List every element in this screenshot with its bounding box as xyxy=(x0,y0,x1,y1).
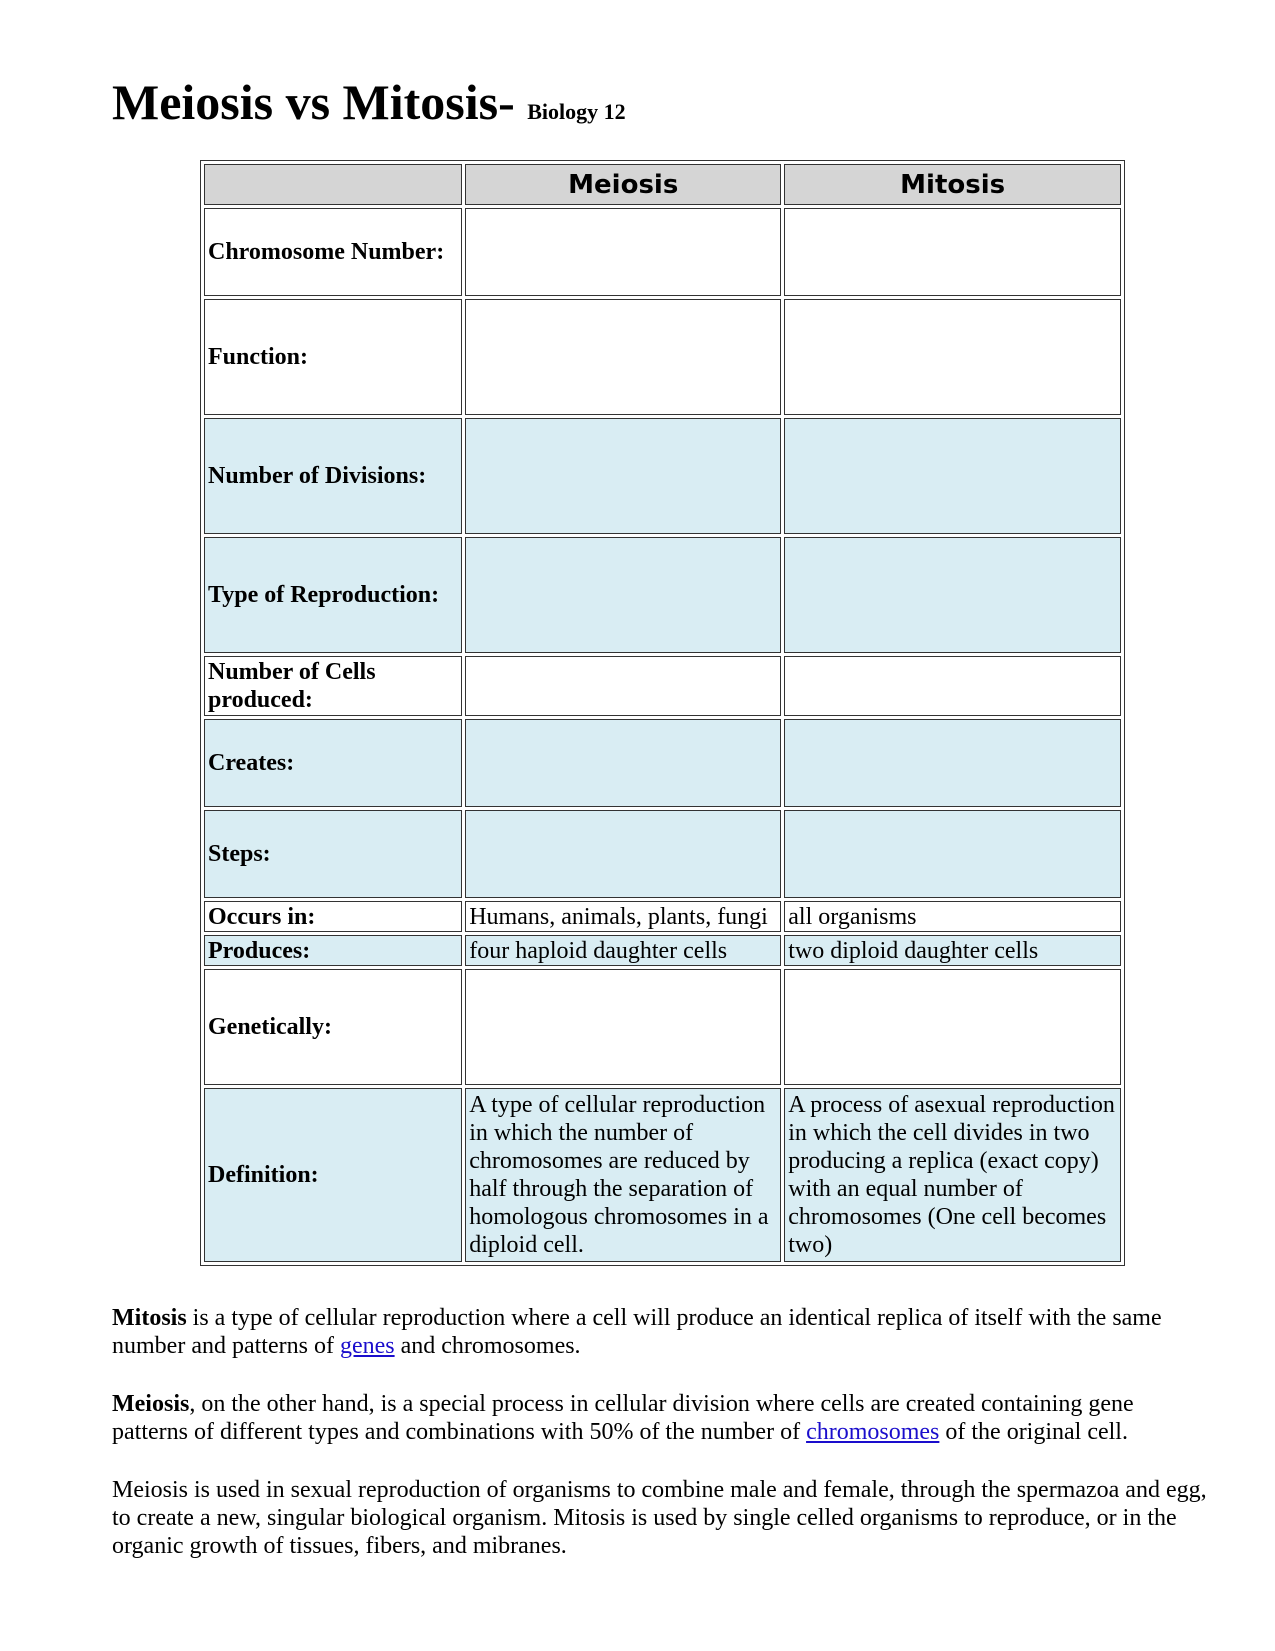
meiosis-term: Meiosis xyxy=(112,1391,190,1417)
meiosis-cell xyxy=(465,537,781,653)
usage-paragraph: Meiosis is used in sexual reproduction of organisms to combine male and female, through the spermazoa and egg, to create a new, singular biological organism. Mitosis is used by single celled organisms to reproduce, or in the organic growth of tissues, fibers, and mibranes. xyxy=(112,1477,1207,1559)
table-row-genetically xyxy=(204,969,1121,1085)
row-label: Chromosome Number: xyxy=(204,208,462,296)
paragraph-text: and chromosomes. xyxy=(394,1333,581,1359)
table-row-occurs-in xyxy=(204,901,1121,932)
meiosis-cell xyxy=(465,418,781,534)
table-row-number-of-cells xyxy=(204,656,1121,716)
mitosis-cell xyxy=(784,418,1121,534)
mitosis-paragraph xyxy=(112,1304,1207,1360)
mitosis-cell xyxy=(784,537,1121,653)
row-label: Creates: xyxy=(204,719,462,807)
meiosis-cell: Humans, animals, plants, fungi xyxy=(465,901,781,932)
table-row-creates xyxy=(204,719,1121,807)
genes-link[interactable]: genes xyxy=(339,1333,395,1359)
mitosis-cell xyxy=(784,969,1121,1085)
row-label: Number of Divisions: xyxy=(204,418,462,534)
meiosis-cell xyxy=(465,299,781,415)
row-label: Type of Reproduction: xyxy=(204,537,462,653)
mitosis-cell xyxy=(784,719,1121,807)
meiosis-paragraph xyxy=(112,1390,1207,1446)
meiosis-cell xyxy=(465,208,781,296)
header-empty-cell xyxy=(204,164,462,205)
table-header-row xyxy=(204,164,1121,205)
header-mitosis: Mitosis xyxy=(784,164,1121,205)
mitosis-term: Mitosis xyxy=(112,1305,187,1331)
row-label: Occurs in: xyxy=(204,901,462,932)
row-label: Definition: xyxy=(204,1088,462,1262)
row-label: Produces: xyxy=(204,935,462,966)
row-label: Function: xyxy=(204,299,462,415)
meiosis-cell: A type of cellular reproduction in which the number of chromosomes are reduced by half through the separation of homologous chromosomes in a diploid cell. xyxy=(465,1088,781,1262)
comparison-table xyxy=(200,160,1125,1266)
table-row-steps xyxy=(204,810,1121,898)
paragraph-text: of the original cell. xyxy=(939,1419,1128,1445)
table-row-function xyxy=(204,299,1121,415)
mitosis-cell xyxy=(784,208,1121,296)
table-row-produces xyxy=(204,935,1121,966)
table-row-number-of-divisions xyxy=(204,418,1121,534)
mitosis-cell xyxy=(784,810,1121,898)
meiosis-cell xyxy=(465,810,781,898)
header-meiosis: Meiosis xyxy=(465,164,781,205)
meiosis-cell xyxy=(465,719,781,807)
paragraph-text: is a type of cellular reproduction where a cell will produce an identical replica of itself with the same number and patterns of xyxy=(112,1305,1162,1359)
subtitle-text: Biology 12 xyxy=(527,99,626,124)
title-text: Meiosis vs Mitosis- xyxy=(112,74,515,130)
meiosis-cell xyxy=(465,656,781,716)
meiosis-cell xyxy=(465,969,781,1085)
chromosomes-link[interactable]: chromosomes xyxy=(806,1419,940,1445)
row-label: Steps: xyxy=(204,810,462,898)
mitosis-cell: A process of asexual reproduction in which the cell divides in two producing a replica (exact copy) with an equal number of chromosomes (One cell becomes two) xyxy=(784,1088,1121,1262)
table-row-definition xyxy=(204,1088,1121,1262)
table-row-type-of-reproduction xyxy=(204,537,1121,653)
page-title xyxy=(112,72,626,142)
table-row-chromosome-number xyxy=(204,208,1121,296)
mitosis-cell: two diploid daughter cells xyxy=(784,935,1121,966)
meiosis-cell: four haploid daughter cells xyxy=(465,935,781,966)
row-label: Number of Cells produced: xyxy=(204,656,462,716)
row-label: Genetically: xyxy=(204,969,462,1085)
paragraph-text: , on the other hand, is a special process in cellular division where cells are created containing gene patterns of different types and combinations with 50% of the number of xyxy=(112,1391,1134,1445)
mitosis-cell: all organisms xyxy=(784,901,1121,932)
mitosis-cell xyxy=(784,656,1121,716)
mitosis-cell xyxy=(784,299,1121,415)
